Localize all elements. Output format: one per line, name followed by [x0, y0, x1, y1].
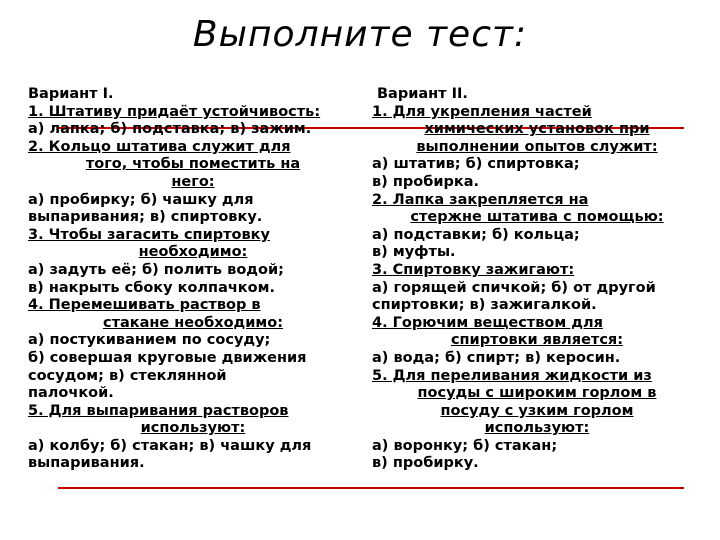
answer-line: а) горящей спичкой; б) от другой — [372, 279, 656, 296]
answer-line: в) муфты. — [372, 244, 456, 261]
question-line: выполнении опытов служит: — [416, 138, 658, 155]
question-line: того, чтобы поместить на — [85, 156, 301, 173]
question-line: используют: — [484, 420, 590, 437]
variant-1-heading: Вариант I. — [28, 86, 114, 102]
variant-2-heading: Вариант II. — [377, 86, 468, 102]
question-line: 5. Для выпаривания растворов — [28, 402, 289, 419]
answer-line: а) задуть её; б) полить водой; — [28, 261, 284, 278]
question-line: 1. Для укрепления частей — [372, 103, 592, 120]
variant-2-column — [372, 86, 702, 473]
answer-line: в) накрыть сбоку колпачком. — [28, 279, 275, 296]
answer-line: спиртовки; в) зажигалкой. — [372, 297, 597, 314]
answer-line: а) лапка; б) подставка; в) зажим. — [28, 121, 312, 138]
answer-line: выпаривания. — [28, 455, 145, 472]
question-line: спиртовки является: — [450, 332, 624, 349]
variant-1-lines — [28, 104, 358, 473]
question-line: 4. Горючим веществом для — [372, 314, 603, 331]
question-line: 2. Лапка закрепляется на — [372, 191, 589, 208]
question-line: необходимо: — [138, 244, 248, 261]
bottom-red-rule — [58, 487, 684, 489]
question-line: 4. Перемешивать раствор в — [28, 297, 261, 314]
answer-line: выпаривания; в) спиртовку. — [28, 209, 263, 226]
answer-line: а) постукиванием по сосуду; — [28, 332, 271, 349]
answer-line: сосудом; в) стеклянной — [28, 367, 227, 384]
answer-line: а) колбу; б) стакан; в) чашку для — [28, 437, 312, 454]
question-line: него: — [171, 173, 215, 190]
answer-line: а) штатив; б) спиртовка; — [372, 156, 580, 173]
variant-1-column — [28, 86, 358, 473]
question-line: 3. Чтобы загасить спиртовку — [28, 226, 270, 243]
question-line: химических установок при — [424, 121, 650, 138]
answer-line: а) воронку; б) стакан; — [372, 437, 558, 454]
question-line: стержне штатива с помощью: — [410, 209, 664, 226]
question-line: 3. Спиртовку зажигают: — [372, 261, 575, 278]
answer-line: а) подставки; б) кольца; — [372, 226, 580, 243]
answer-line: б) совершая круговые движения — [28, 349, 307, 366]
variant-2-lines — [372, 104, 702, 473]
answer-line: в) пробирка. — [372, 173, 480, 190]
question-line: 1. Штативу придаёт устойчивость: — [28, 103, 321, 120]
answer-line: а) пробирку; б) чашку для — [28, 191, 254, 208]
answer-line: палочкой. — [28, 385, 114, 402]
question-line: 2. Кольцо штатива служит для — [28, 138, 291, 155]
answer-line: в) пробирку. — [372, 455, 479, 472]
question-line: используют: — [140, 420, 246, 437]
page-title: Выполните тест: — [192, 14, 528, 55]
question-line: 5. Для переливания жидкости из — [372, 367, 652, 384]
question-line: посуду с узким горлом — [440, 402, 634, 419]
question-line: стакане необходимо: — [102, 314, 284, 331]
answer-line: а) вода; б) спирт; в) керосин. — [372, 349, 621, 366]
question-line: посуды с широким горлом в — [417, 385, 657, 402]
